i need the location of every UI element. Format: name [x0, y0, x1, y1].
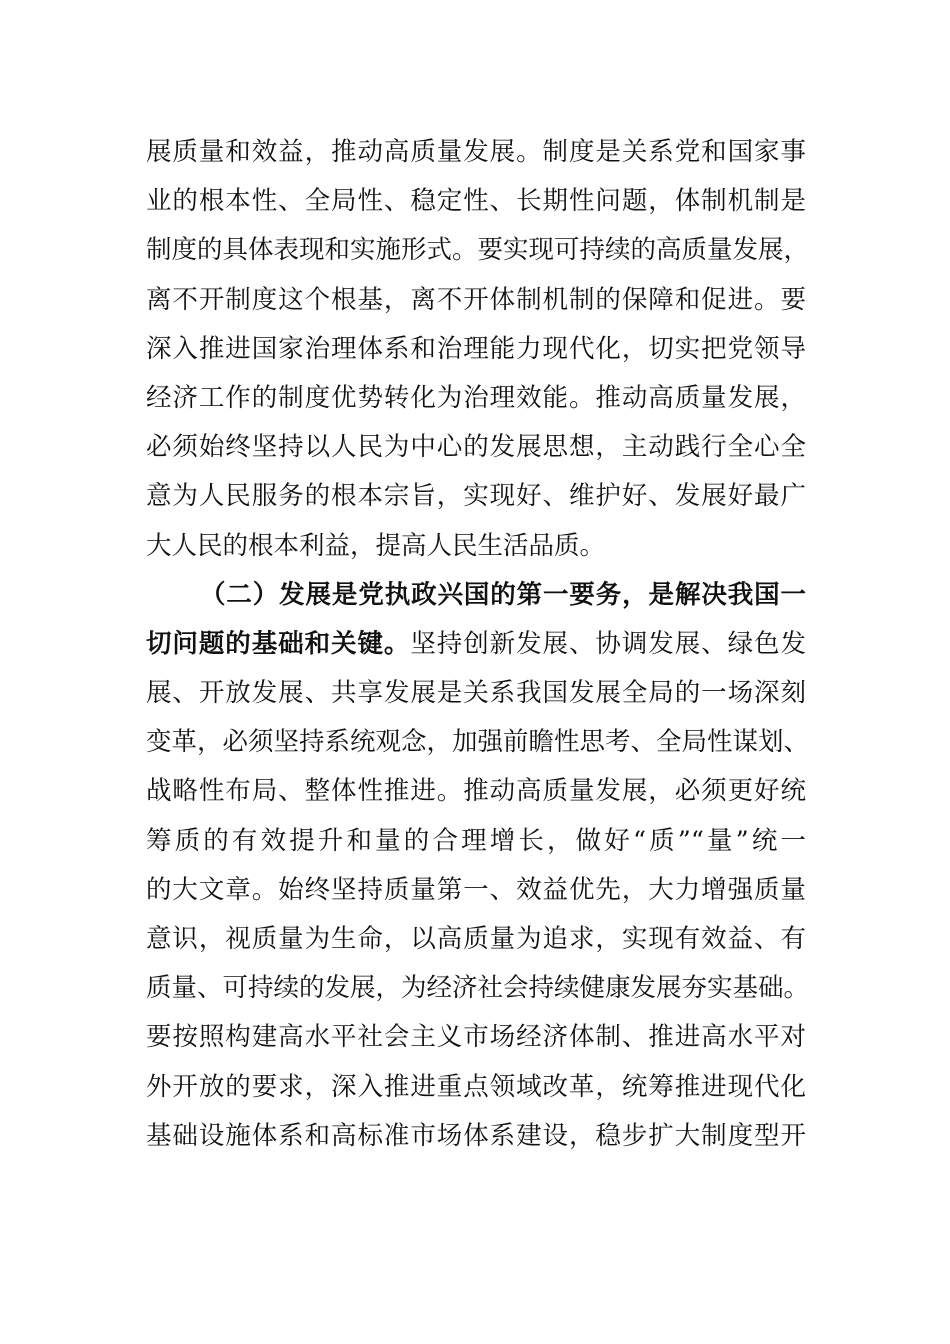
body-text	[146, 128, 810, 1161]
paragraph-line: 战略性布局、整体性推进。推动高质量发展，必须更好统	[146, 776, 806, 807]
paragraph-text: 坚持创新发展、协调发展、绿色发	[410, 628, 806, 659]
paragraph-line: 大人民的根本利益，提高人民生活品质。	[146, 530, 606, 561]
paragraph-line: 质量、可持续的发展，为经济社会持续健康发展夯实基础。	[146, 973, 810, 1004]
paragraph-line: 的大文章。始终坚持质量第一、效益优先，大力增强质量	[146, 874, 806, 905]
paragraph-line: 意为人民服务的根本宗旨，实现好、维护好、发展好最广	[146, 481, 806, 512]
paragraph-line: 深入推进国家治理体系和治理能力现代化，切实把党领导	[146, 333, 806, 364]
paragraph-line: 要按照构建高水平社会主义市场经济体制、推进高水平对	[146, 1022, 806, 1053]
paragraph-line: 离不开制度这个根基，离不开体制机制的保障和促进。要	[146, 284, 806, 315]
paragraph-line: 制度的具体表现和实施形式。要实现可持续的高质量发展，	[146, 235, 810, 266]
section-heading-end: 切问题的基础和关键。	[146, 628, 411, 659]
paragraph-line: 变革，必须坚持系统观念，加强前瞻性思考、全局性谋划、	[146, 727, 810, 758]
paragraph-line: 外开放的要求，深入推进重点领域改革，统筹推进现代化	[146, 1071, 806, 1102]
paragraph-line: 筹质的有效提升和量的合理增长，做好“质”“量”统一	[146, 825, 806, 856]
section-heading: （二）发展是党执政兴国的第一要务，是解决我国一	[200, 579, 806, 610]
section-heading-continued	[146, 620, 806, 669]
paragraph-line: 经济工作的制度优势转化为治理效能。推动高质量发展，	[146, 382, 806, 413]
paragraph-line: 业的根本性、全局性、稳定性、长期性问题，体制机制是	[146, 186, 806, 217]
paragraph-line: 展、开放发展、共享发展是关系我国发展全局的一场深刻	[146, 678, 806, 709]
paragraph-line: 必须始终坚持以人民为中心的发展思想，主动践行全心全	[146, 432, 806, 463]
paragraph-line: 展质量和效益，推动高质量发展。制度是关系党和国家事	[146, 137, 806, 167]
paragraph-line: 基础设施体系和高标准市场体系建设，稳步扩大制度型开	[146, 1120, 806, 1151]
paragraph-line: 意识，视质量为生命，以高质量为追求，实现有效益、有	[146, 924, 806, 954]
